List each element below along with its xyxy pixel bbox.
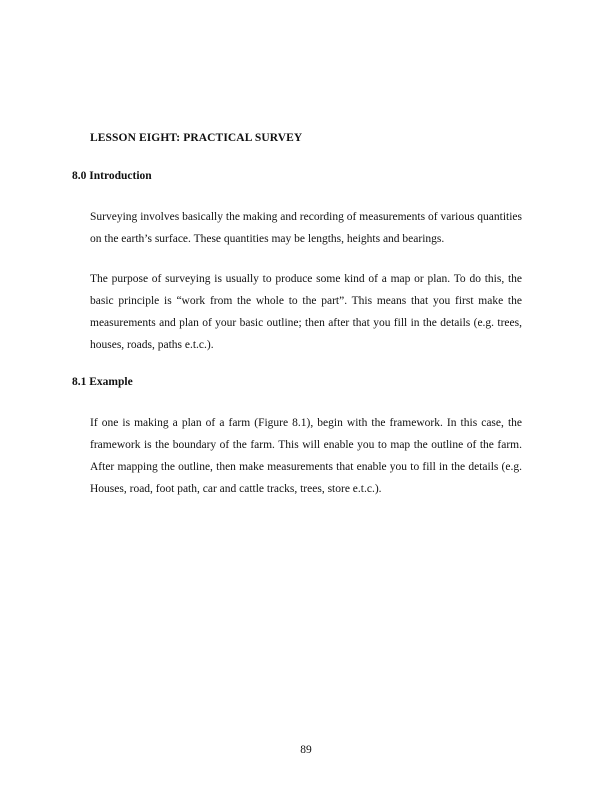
page-number: 89 (300, 744, 312, 756)
example-paragraph-1: If one is making a plan of a farm (Figure 8.1), begin with the framework. In this case, the framework is the boundary of the farm. This will enable you to map the outline of the farm. After mapping the outline, then make measurements that enable you to fill in the details (e.g. Houses, road, foot path, car and cattle tracks, trees, store e.t.c.). (90, 417, 522, 495)
introduction-paragraph-1: Surveying involves basically the making and recording of measurements of various quantities on the earth’s surface. These quantities may be lengths, heights and bearings. (90, 211, 522, 245)
introduction-paragraph-2: The purpose of surveying is usually to produce some kind of a map or plan. To do this, the basic principle is “work from the whole to the part”. This means that you first make the measurements and plan of your basic outline; then after that you fill in the details (e.g. trees, houses, roads, paths e.t.c.). (90, 273, 522, 351)
section-heading-example: 8.1 Example (72, 376, 133, 388)
lesson-title: LESSON EIGHT: PRACTICAL SURVEY (90, 132, 303, 144)
section-heading-introduction: 8.0 Introduction (72, 170, 152, 182)
